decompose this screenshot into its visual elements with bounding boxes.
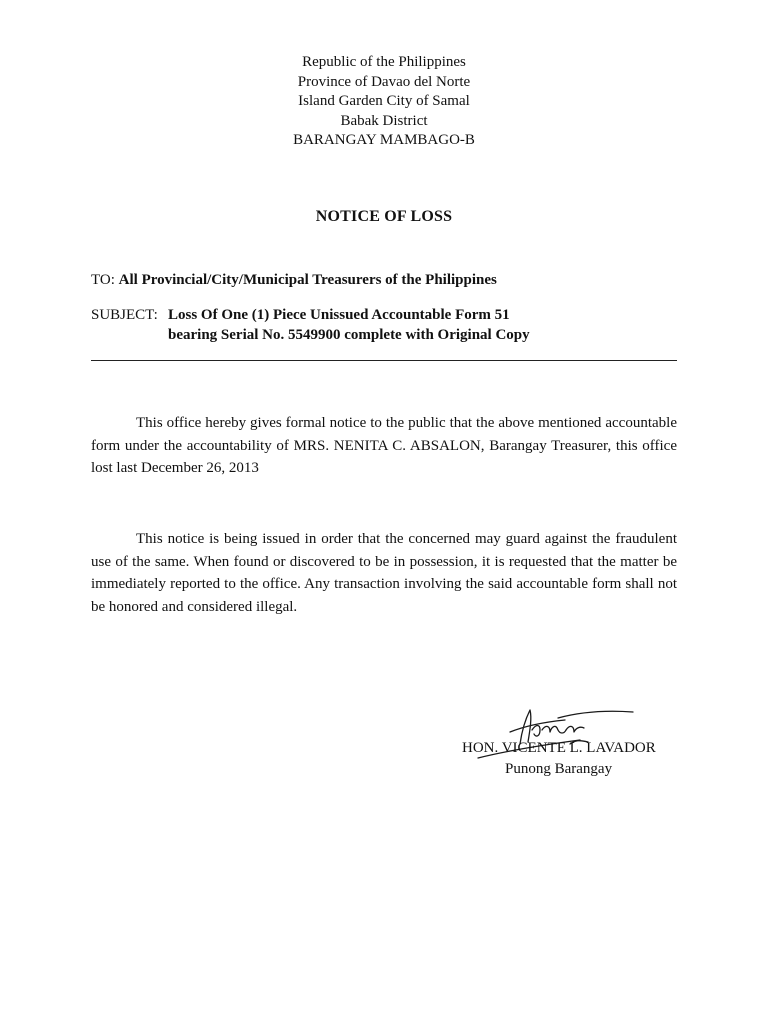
divider-rule [91,360,677,361]
letterhead-line-2: Province of Davao del Norte [297,73,471,90]
signatory-name: HON. VICENTE L. LAVADOR [462,740,656,756]
subject-line-2: bearing Serial No. 5549900 complete with Original Copy [168,327,530,343]
letterhead-line-5: BARANGAY MAMBAGO-B [293,132,475,148]
body-paragraph-1: This office hereby gives formal notice to the public that the above mentioned accountable form under the accountability of MRS. NENITA C. ABSALON, Barangay Treasurer, this office lost last December 26, 2013 [91,415,677,476]
letterhead [0,53,768,151]
body-paragraph-2: This notice is being issued in order that the concerned may guard against the fraudulent use of the same. When found or discovered to be in possession, it is requested that the matter be immediately reported to the office. Any transaction involving the said accountable form shall not be honored and considered illegal. [91,531,677,615]
addressee-line [91,272,497,289]
document-title: NOTICE OF LOSS [315,208,453,225]
subject-line-1: Loss Of One (1) Piece Unissued Accountable Form 51 [168,307,510,323]
letterhead-line-4: Babak District [340,112,428,129]
letterhead-line-3: Island Garden City of Samal [298,93,470,109]
addressee-value: All Provincial/City/Municipal Treasurers of the Philippines [118,272,497,288]
subject-label: SUBJECT: [91,307,158,323]
addressee-label: TO: [91,272,115,288]
letterhead-line-1: Republic of the Philippines [302,54,466,70]
subject-block [91,305,530,345]
signatory-position: Punong Barangay [505,761,613,777]
